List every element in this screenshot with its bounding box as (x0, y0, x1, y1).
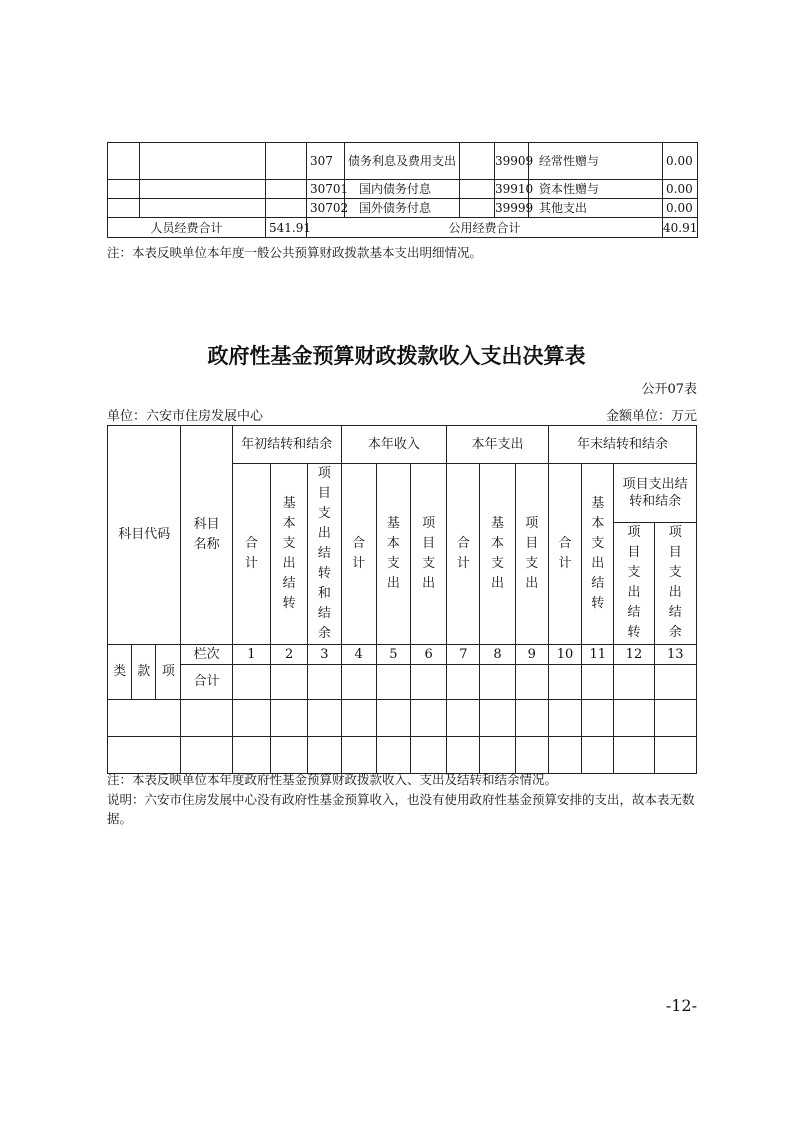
code-cell: 307 (307, 143, 345, 180)
unit-label: 单位：六安市住房发展中心 (107, 409, 264, 424)
basic-expense-table (107, 142, 698, 238)
name-cell: 资本性赠与 (529, 180, 663, 199)
name-cell: 国内债务付息 (345, 180, 460, 199)
name-cell: 国外债务付息 (345, 199, 460, 218)
header-income: 本年收入 (341, 426, 447, 464)
explanation-note: 说明：六安市住房发展中心没有政府性基金预算收入，也没有使用政府性基金预算安排的支出，故本表无数据。 (107, 792, 695, 826)
name-cell: 经常性赠与 (529, 143, 663, 180)
header-project-carry: 项目支出结转和结余 (308, 464, 341, 645)
table-row (108, 143, 698, 180)
amount-cell: 0.00 (663, 143, 698, 180)
code-cell: 30701 (307, 180, 345, 199)
column-number: 10 (548, 645, 581, 665)
name-cell: 其他支出 (529, 199, 663, 218)
column-number: 9 (515, 645, 548, 665)
amount-cell: 0.00 (663, 180, 698, 199)
row-label-heji: 合计 (181, 665, 232, 700)
header-project-carry-sub: 项目支出结转 (614, 522, 654, 644)
code-cell: 39909 (495, 143, 529, 180)
column-number: 1 (232, 645, 270, 665)
column-number: 13 (654, 645, 696, 665)
personnel-total-label: 人员经费合计 (108, 218, 266, 238)
header-begin-balance: 年初结转和结余 (232, 426, 341, 464)
public-total-label: 公用经费合计 (307, 218, 663, 238)
column-number: 5 (376, 645, 410, 665)
public-total-value: 40.91 (663, 218, 698, 238)
code-cell: 39999 (495, 199, 529, 218)
total-row (108, 218, 698, 238)
column-number: 7 (447, 645, 480, 665)
fund-budget-table (107, 425, 697, 774)
header-total: 合计 (341, 464, 376, 645)
table-note: 注：本表反映单位本年度政府性基金预算财政拨款收入、支出及结转和结余情况。 (107, 772, 558, 787)
header-lei: 类 (108, 645, 132, 700)
amount-unit: 金额单位：万元 (605, 409, 697, 424)
table-row (108, 737, 697, 774)
code-cell: 39910 (495, 180, 529, 199)
row-label-lanci: 栏次 (181, 645, 232, 665)
header-project: 项目支出 (410, 464, 446, 645)
header-total: 合计 (232, 464, 270, 645)
table-row (108, 180, 698, 199)
column-number: 12 (614, 645, 654, 665)
column-number: 8 (480, 645, 515, 665)
header-xiang: 项 (156, 645, 181, 700)
column-number: 4 (341, 645, 376, 665)
page-title: 政府性基金预算财政拨款收入支出决算表 (207, 344, 586, 368)
table-row (108, 700, 697, 737)
code-cell: 30702 (307, 199, 345, 218)
header-project: 项目支出 (515, 464, 548, 645)
column-number: 3 (308, 645, 341, 665)
table-number: 公开07表 (641, 382, 697, 397)
header-kuan: 款 (132, 645, 156, 700)
header-subject-name: 科目名称 (181, 426, 232, 645)
column-number: 2 (271, 645, 308, 665)
column-number: 6 (410, 645, 446, 665)
header-total: 合计 (548, 464, 581, 645)
header-subject-code: 科目代码 (108, 426, 181, 645)
header-expense: 本年支出 (447, 426, 549, 464)
header-basic-carry: 基本支出结转 (582, 464, 614, 645)
header-end-balance: 年末结转和结余 (548, 426, 696, 464)
header-project-group: 项目支出结转和结余 (614, 464, 697, 523)
header-basic-carry: 基本支出结转 (271, 464, 308, 645)
table-note: 注：本表反映单位本年度一般公共预算财政拨款基本支出明细情况。 (107, 245, 483, 260)
personnel-total-value: 541.91 (266, 218, 307, 238)
header-project-balance-sub: 项目支出结余 (654, 522, 696, 644)
amount-cell: 0.00 (663, 199, 698, 218)
page-number: -12- (665, 996, 697, 1015)
table-row (108, 199, 698, 218)
name-cell: 债务利息及费用支出 (345, 143, 460, 180)
header-total: 合计 (447, 464, 480, 645)
header-basic: 基本支出 (480, 464, 515, 645)
column-number: 11 (582, 645, 614, 665)
header-basic: 基本支出 (376, 464, 410, 645)
